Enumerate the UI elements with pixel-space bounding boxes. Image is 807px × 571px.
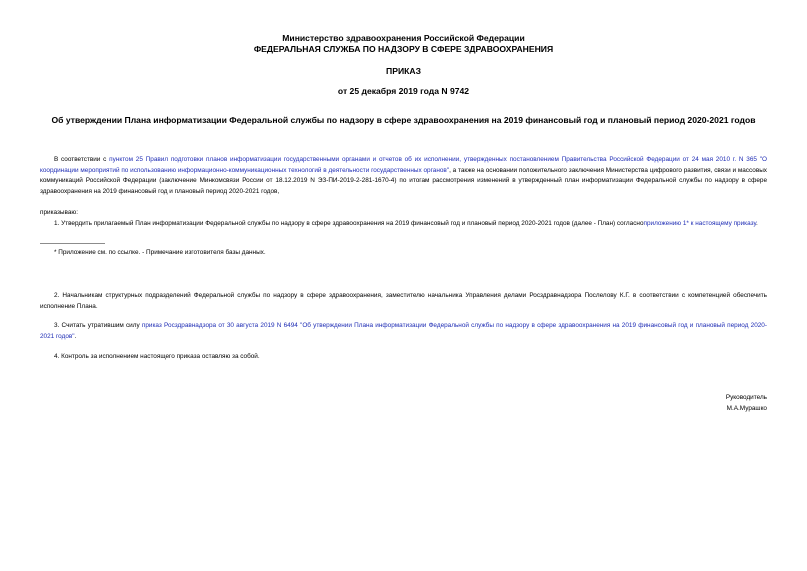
- item-4-paragraph: 4. Контроль за исполнением настоящего приказа оставляю за собой.: [54, 353, 260, 360]
- service-name: ФЕДЕРАЛЬНАЯ СЛУЖБА ПО НАДЗОРУ В СФЕРЕ ЗДРАВООХРАНЕНИЯ: [253, 44, 554, 54]
- rules-link[interactable]: пунктом 25 Правил подготовки планов информатизации государственными органами и отчетов об их исполнении, утвержденных постановлением Правительства Российской Федерации от 24 мая 2010 г. N 365 "О координации мероприятий по использованию информационно-коммуникационных технологий в деятельности государственных органов": [40, 156, 767, 174]
- item-1-text: 1. Утвердить прилагаемый План информатизации Федеральной службы по надзору в сфере здравоохранения на 2019 финансовый год и плановый период 2020-2021 годов (далее - План) согласно: [54, 220, 644, 227]
- preamble-text-start: В соответствии с: [54, 156, 110, 163]
- item-1-end: .: [756, 220, 758, 227]
- item-3-text: 3. Считать утратившим силу: [54, 322, 142, 329]
- doc-type: ПРИКАЗ: [386, 66, 421, 76]
- item-1-paragraph: [40, 219, 767, 230]
- ministry-name: Министерство здравоохранения Российской Федерации: [282, 33, 525, 43]
- doc-title: Об утверждении Плана информатизации Федеральной службы по надзору в сфере здравоохранения на 2019 финансовый год и плановый период 2020-2021 годов: [51, 115, 756, 125]
- preamble-paragraph: [40, 155, 767, 197]
- appendix-link[interactable]: приложению 1* к настоящему приказу: [643, 220, 756, 227]
- signature-position: Руководитель: [725, 394, 767, 401]
- footnote-divider: [40, 243, 105, 244]
- signature-name: М.А.Мурашко: [726, 405, 767, 412]
- order-word: приказываю:: [40, 209, 78, 216]
- item-3-paragraph: [40, 321, 767, 342]
- preamble-text-end: , а также на основании положительного заключения Министерства цифрового развития, связи и массовых коммуникаций Российской Федерации (заключение Минкомсвязи России от 18.12.2019 N ЭЗ-ПИ-2019-2-281-1670-4) по итогам рассмотрения изменений в утвержденный план информатизации Федеральной службы по надзору в сфере здравоохранения на 2019 финансовый год и плановый период 2020-2021 годов,: [40, 166, 767, 195]
- repealed-order-link[interactable]: приказ Росздравнадзора от 30 августа 2019 N 6494 "Об утверждении Плана информатизации Федеральной службы по надзору в сфере здравоохранения на 2019 финансовый год и плановый период 2020-2021 годов": [40, 322, 767, 340]
- item-2-paragraph: 2. Начальникам структурных подразделений Федеральной службы по надзору в сфере здравоохранения, заместителю начальника Управления делами Росздравнадзора Послелову К.Г. в соответствии с компетенцией обеспечить исполнение Плана.: [40, 292, 767, 310]
- item-3-end: .: [74, 332, 77, 340]
- footnote: * Приложение см. по ссылке. - Примечание изготовителя базы данных.: [54, 249, 266, 256]
- doc-date: от 25 декабря 2019 года N 9742: [337, 86, 470, 96]
